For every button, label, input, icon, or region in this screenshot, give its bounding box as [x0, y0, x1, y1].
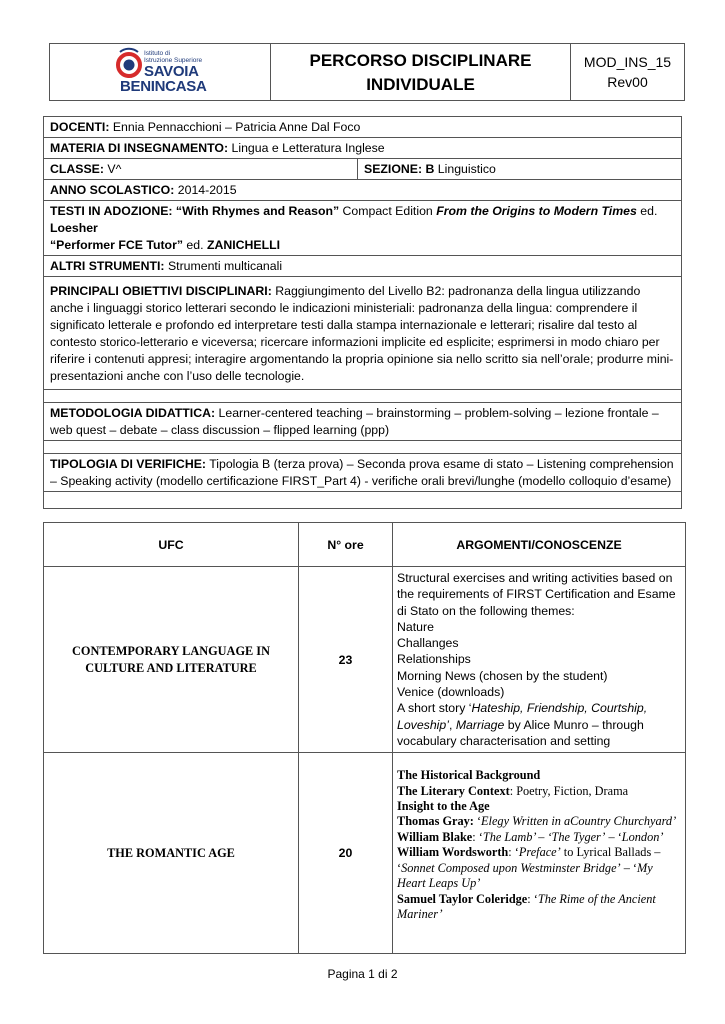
metodologia-value: Learner-centered teaching – brainstorming – problem-solving – lezione frontale – web quest – debate – class discussion – flipped learning (ppp)	[50, 406, 659, 437]
anno-value: 2014-2015	[174, 183, 237, 197]
classe-value: V^	[103, 162, 122, 176]
docenti-label: DOCENTI:	[50, 120, 110, 134]
docenti-row	[44, 117, 682, 138]
metodologia-row	[44, 403, 682, 441]
docenti-value: Ennia Pennacchioni – Patricia Anne Dal Foco	[109, 120, 361, 134]
story-sep: ,	[448, 717, 456, 732]
work-wordsworth-1: Preface’	[518, 845, 561, 860]
unit-topics	[393, 567, 686, 753]
verifiche-label: TIPOLOGIA DI VERIFICHE:	[50, 457, 206, 471]
document-code	[571, 44, 685, 101]
obiettivi-label: PRINCIPALI OBIETTIVI DISCIPLINARI:	[50, 284, 272, 298]
story-author: by Alice Munro – through vocabulary characterisation and setting	[397, 717, 644, 748]
topic-insight: Insight to the Age	[397, 799, 490, 814]
theme-item: Nature	[397, 619, 434, 634]
logo-cell	[50, 44, 271, 101]
anno-label: ANNO SCOLASTICO:	[50, 183, 175, 197]
story-title-2: Marriage	[455, 717, 505, 732]
author-blake: William Blake	[397, 829, 473, 844]
unit-hours: 23	[299, 567, 393, 753]
unit-title: CONTEMPORARY LANGUAGE IN CULTURE AND LITERATURE	[44, 567, 299, 753]
spacer-row	[44, 441, 682, 454]
title-line-1: PERCORSO DISCIPLINARE	[309, 51, 532, 70]
metodologia-label: METODOLOGIA DIDATTICA:	[50, 406, 216, 420]
revision-code: Rev00	[607, 74, 648, 90]
altri-label: ALTRI STRUMENTI:	[50, 259, 165, 273]
short-story-item	[397, 700, 681, 749]
work-blake-2: London’	[621, 829, 664, 844]
altri-value: Strumenti multicanali	[164, 259, 283, 273]
work-coleridge: The Rime of the Ancient Mariner’	[397, 891, 656, 921]
author-wordsworth: William Wordsworth	[397, 845, 509, 860]
theme-item: Morning News (chosen by the student)	[397, 668, 608, 683]
obiettivi-row	[44, 277, 682, 390]
testi-ed-2: ed.	[183, 238, 207, 252]
theme-item: Challanges	[397, 636, 459, 651]
logo-line-2: Istruzione Superiore	[144, 57, 203, 64]
page-number: Pagina 1 di 2	[327, 967, 398, 981]
story-title: Hateship, Friendship, Courtship, Loveship’	[397, 701, 648, 732]
testi-publisher-2: ZANICHELLI	[206, 238, 281, 252]
obiettivi-value: Raggiungimento del Livello B2: padronanza della lingua utilizzando anche i linguaggi storico letterari secondo le indicazioni ministeriali: padronanza della lingua: comprendere il significato letterale e profondo ed interpretare testi dalla stampa internazionale e letterari; risalire dal testo al contesto storico-letterario e viceversa; ricercare informazioni implicite ed esplicite; esprimersi in modo chiaro per riferire i contenuti appresi; interagire argomentando la propria opinione sia nello scritto sia nell’orale; produrre mini-presentazioni anche con l’uso delle tecnologie.	[50, 284, 674, 383]
sep: : ‘	[508, 845, 519, 860]
unit-topics	[393, 753, 686, 954]
testi-subtitle: From the Origins to Modern Times	[436, 204, 637, 218]
story-text: A short story ‘	[397, 701, 472, 716]
altri-row	[44, 256, 682, 277]
sep: : ‘	[472, 829, 483, 844]
spacer-row	[44, 492, 682, 509]
testi-label: TESTI IN ADOZIONE:	[50, 204, 173, 218]
topics-intro: Structural exercises and writing activities based on the requirements of FIRST Certification and Esame di Stato on the following themes:	[397, 571, 676, 618]
sezione-cell	[358, 159, 682, 180]
topic-literary-label: The Literary Context	[397, 783, 510, 798]
testi-book-2: “Performer FCE Tutor”	[50, 238, 184, 252]
topic-historical: The Historical Background	[397, 768, 541, 783]
logo-line-1: Istituto di	[144, 50, 171, 57]
anno-row	[44, 180, 682, 201]
testi-book-1: “With Rhymes and Reason”	[172, 204, 340, 218]
spacer-row	[44, 390, 682, 403]
materia-label: MATERIA DI INSEGNAMENTO:	[50, 141, 229, 155]
header-argomenti: ARGOMENTI/CONOSCENZE	[393, 523, 686, 567]
course-info-table	[43, 116, 682, 509]
testi-edition: Compact Edition	[339, 204, 437, 218]
sep: to Lyrical Ballads – ‘	[397, 845, 661, 875]
work-blake-1: The Lamb’ – ‘The Tyger’	[482, 829, 606, 844]
classe-cell	[44, 159, 358, 180]
classe-label: CLASSE:	[50, 162, 104, 176]
author-gray: Thomas Gray:	[397, 814, 477, 829]
theme-item: Venice (downloads)	[397, 685, 505, 700]
header-ufc: UFC	[44, 523, 299, 567]
title-line-2: INDIVIDUALE	[366, 75, 475, 94]
sep: – ‘	[620, 860, 638, 875]
module-code: MOD_INS_15	[583, 54, 672, 70]
materia-row	[44, 138, 682, 159]
sezione-label: SEZIONE: B	[364, 162, 435, 176]
testi-publisher-1: Loesher	[50, 221, 98, 235]
topic-literary-value: : Poetry, Fiction, Drama	[509, 783, 629, 798]
sep: : ‘	[527, 891, 538, 906]
testi-ed-1: ed.	[636, 204, 658, 218]
header-ore: N° ore	[299, 523, 393, 567]
logo-savoia: SAVOIA	[144, 63, 199, 80]
logo-institute-text	[144, 50, 202, 64]
testi-row	[44, 201, 682, 256]
school-logo	[50, 44, 270, 100]
document-header	[49, 43, 685, 101]
work-gray: Elegy Written in aCountry Churchyard’	[481, 814, 677, 829]
sezione-value: Linguistico	[434, 162, 496, 176]
materia-value: Lingua e Letteratura Inglese	[228, 141, 385, 155]
unit-title: THE ROMANTIC AGE	[44, 753, 299, 954]
quote-mark: ‘	[476, 814, 482, 829]
verifiche-row	[44, 454, 682, 492]
logo-benincasa: BENINCASA	[120, 78, 207, 95]
unit-hours: 20	[299, 753, 393, 954]
work-wordsworth-3: My Heart Leaps Up’	[397, 860, 653, 891]
author-coleridge: Samuel Taylor Coleridge	[397, 891, 528, 906]
sep: – ‘	[605, 829, 622, 844]
verifiche-value: Tipologia B (terza prova) – Seconda prova esame di stato – Listening comprehension – Speaking activity (modello certificazione FIRST_Part 4) - verifiche orali brevi/lunghe (modello colloquio d’esame)	[50, 457, 674, 488]
course-units-table	[43, 522, 686, 954]
theme-item: Relationships	[397, 652, 471, 667]
work-wordsworth-2: Sonnet Composed upon Westminster Bridge’	[401, 860, 621, 875]
document-title	[271, 44, 571, 101]
